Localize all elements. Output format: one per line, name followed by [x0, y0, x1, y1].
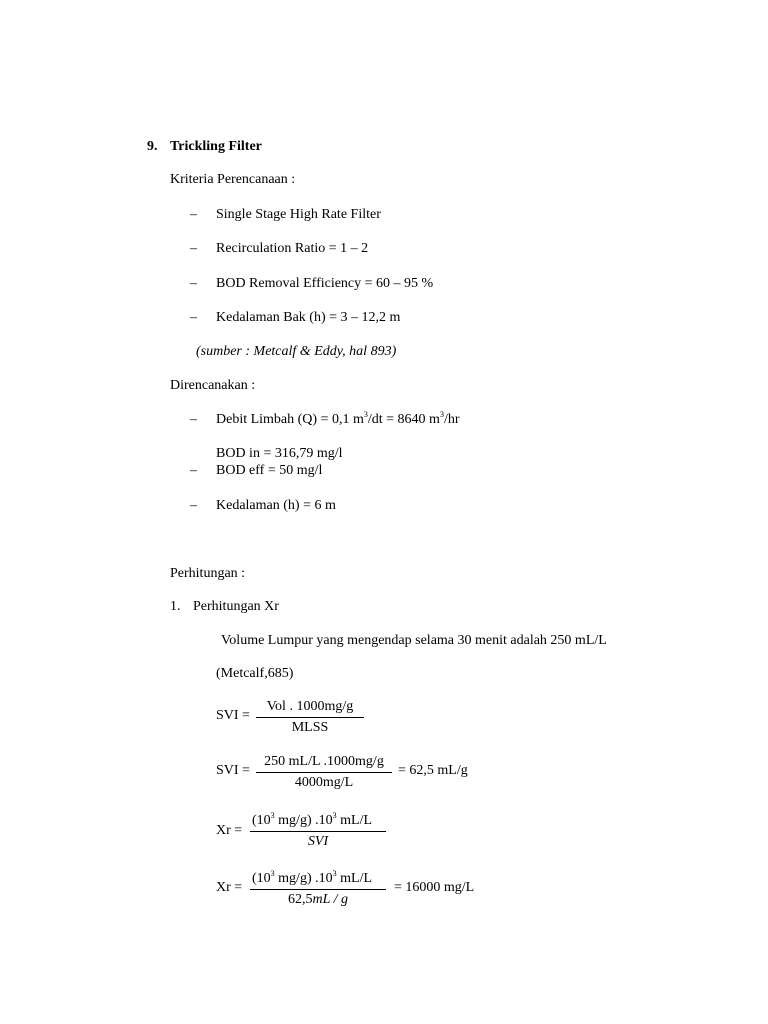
svi-numerator: Vol . 1000mg/g [266, 699, 354, 714]
reference-line: (Metcalf,685) [216, 666, 294, 681]
criteria-item: Recirculation Ratio = 1 – 2 [216, 241, 369, 256]
bod-in-line: BOD in = 316,79 mg/l [216, 446, 343, 461]
section-title: Trickling Filter [170, 139, 262, 154]
depth-line: Kedalaman (h) = 6 m [216, 498, 336, 513]
xr-num-part: mL/L [336, 871, 373, 886]
bullet-dash-icon: – [190, 241, 197, 256]
fraction-bar [256, 717, 364, 718]
bullet-dash-icon: – [190, 412, 197, 427]
xr-den-part: 62,5 [287, 892, 313, 907]
section-number: 9. [147, 139, 158, 154]
xr-denominator [250, 892, 386, 908]
xr-numerator [252, 813, 372, 829]
svi-label: SVI = [216, 708, 250, 723]
calculation-heading: Perhitungan : [170, 566, 246, 581]
xr-num-part: mL/L [336, 813, 373, 828]
svi-denominator: 4000mg/L [294, 775, 354, 790]
criteria-item: BOD Removal Efficiency = 60 – 95 % [216, 276, 434, 291]
xr-exponent: 3 [270, 811, 275, 820]
xr-denominator: SVI [307, 834, 329, 849]
bullet-dash-icon: – [190, 276, 197, 291]
description-line: Volume Lumpur yang mengendap selama 30 menit adalah 250 mL/L [221, 633, 607, 648]
xr-label: Xr = [216, 823, 243, 838]
xr-num-part: (10 [252, 871, 271, 886]
xr-den-part: mL / g [312, 892, 349, 907]
xr-exponent: 3 [332, 869, 337, 878]
bullet-dash-icon: – [190, 207, 197, 222]
xr-numerator [252, 871, 372, 887]
svi-denominator: MLSS [291, 720, 329, 735]
debit-prefix: Debit Limbah (Q) = 0,1 m [216, 412, 364, 427]
bullet-dash-icon: – [190, 463, 197, 478]
fraction-bar [256, 772, 392, 773]
xr-num-part: (10 [252, 813, 271, 828]
svi-result: = 62,5 mL/g [398, 763, 468, 778]
debit-suffix: /hr [443, 412, 460, 427]
xr-exponent: 3 [332, 811, 337, 820]
debit-mid: /dt = 8640 m [367, 412, 440, 427]
svi-label: SVI = [216, 763, 250, 778]
planned-heading: Direncanakan : [170, 378, 256, 393]
step-number: 1. [170, 599, 181, 614]
step-title: Perhitungan Xr [193, 599, 279, 614]
fraction-bar [250, 831, 386, 832]
source-citation: (sumber : Metcalf & Eddy, hal 893) [196, 344, 397, 359]
criteria-item: Kedalaman Bak (h) = 3 – 12,2 m [216, 310, 401, 325]
xr-result: = 16000 mg/L [394, 880, 475, 895]
debit-line [216, 412, 460, 428]
bullet-dash-icon: – [190, 498, 197, 513]
xr-num-part: mg/g) .10 [274, 813, 333, 828]
criteria-item: Single Stage High Rate Filter [216, 207, 381, 222]
criteria-heading: Kriteria Perencanaan : [170, 172, 296, 187]
bullet-dash-icon: – [190, 310, 197, 325]
xr-num-part: mg/g) .10 [274, 871, 333, 886]
debit-exponent: 3 [363, 410, 368, 419]
xr-label: Xr = [216, 880, 243, 895]
debit-exponent: 3 [439, 410, 444, 419]
bod-eff-line: BOD eff = 50 mg/l [216, 463, 323, 478]
svi-numerator: 250 mL/L .1000mg/g [264, 754, 384, 769]
fraction-bar [250, 889, 386, 890]
xr-exponent: 3 [270, 869, 275, 878]
